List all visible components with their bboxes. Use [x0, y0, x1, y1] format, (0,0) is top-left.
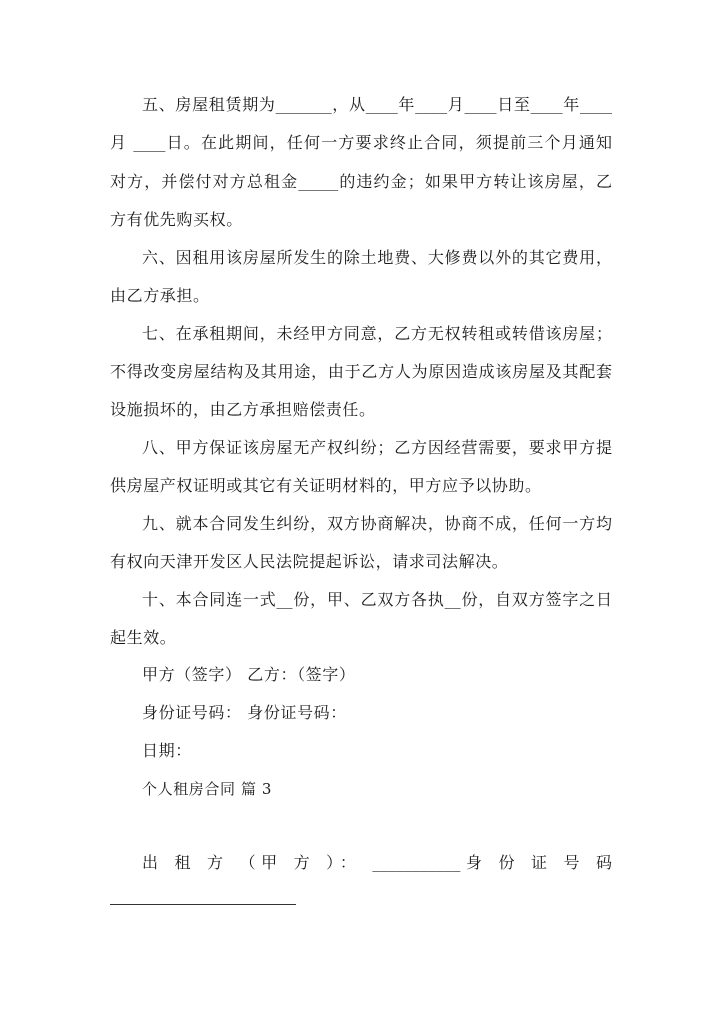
clause-9-line-2: 有权向天津开发区人民法院提起诉讼，请求司法解决。 [110, 552, 509, 571]
id-number-line: 身份证号码： 身份证号码： [142, 703, 347, 722]
clause-10-line-1: 十、本合同连一式__份，甲、乙双方各执__份，自双方签字之日 [142, 590, 612, 609]
clause-5-line-3: 对方，并偿付对方总租金_____的违约金；如果甲方转让该房屋，乙 [110, 172, 612, 191]
clause-6-line-1: 六、因租用该房屋所发生的除土地费、大修费以外的其它费用， [142, 248, 612, 267]
clause-8-line-1: 八、甲方保证该房屋无产权纠纷；乙方因经营需要，要求甲方提 [142, 438, 612, 457]
blank-underline [110, 904, 296, 905]
clause-9-line-1: 九、就本合同发生纠纷，双方协商解决，协商不成，任何一方均 [142, 514, 612, 533]
date-line: 日期： [142, 741, 192, 760]
clause-7-line-2: 不得改变房屋结构及其用途，由于乙方人为原因造成该房屋及其配套 [110, 362, 612, 381]
lessor-line: 出 租 方 （甲 方 ）： ___________身 份 证 号 码 [142, 853, 612, 872]
clause-7-line-3: 设施损坏的，由乙方承担赔偿责任。 [110, 400, 376, 419]
clause-10-line-2: 起生效。 [110, 628, 177, 647]
section-heading: 个人租房合同 篇 3 [142, 780, 273, 798]
clause-5-line-1: 五、房屋租赁期为_______，从____年____月____日至____年____ [142, 95, 612, 114]
clause-8-line-2: 供房屋产权证明或其它有关证明材料的，甲方应予以协助。 [110, 476, 542, 495]
clause-5-line-2: 月 ____日。在此期间，任何一方要求终止合同，须提前三个月通知 [110, 133, 612, 152]
clause-5-line-4: 方有优先购买权。 [110, 210, 243, 229]
signature-line: 甲方（签字） 乙方：（签字） [142, 665, 356, 684]
clause-6-line-2: 由乙方承担。 [110, 286, 210, 305]
clause-7-line-1: 七、在承租期间，未经甲方同意，乙方无权转租或转借该房屋； [142, 324, 612, 343]
